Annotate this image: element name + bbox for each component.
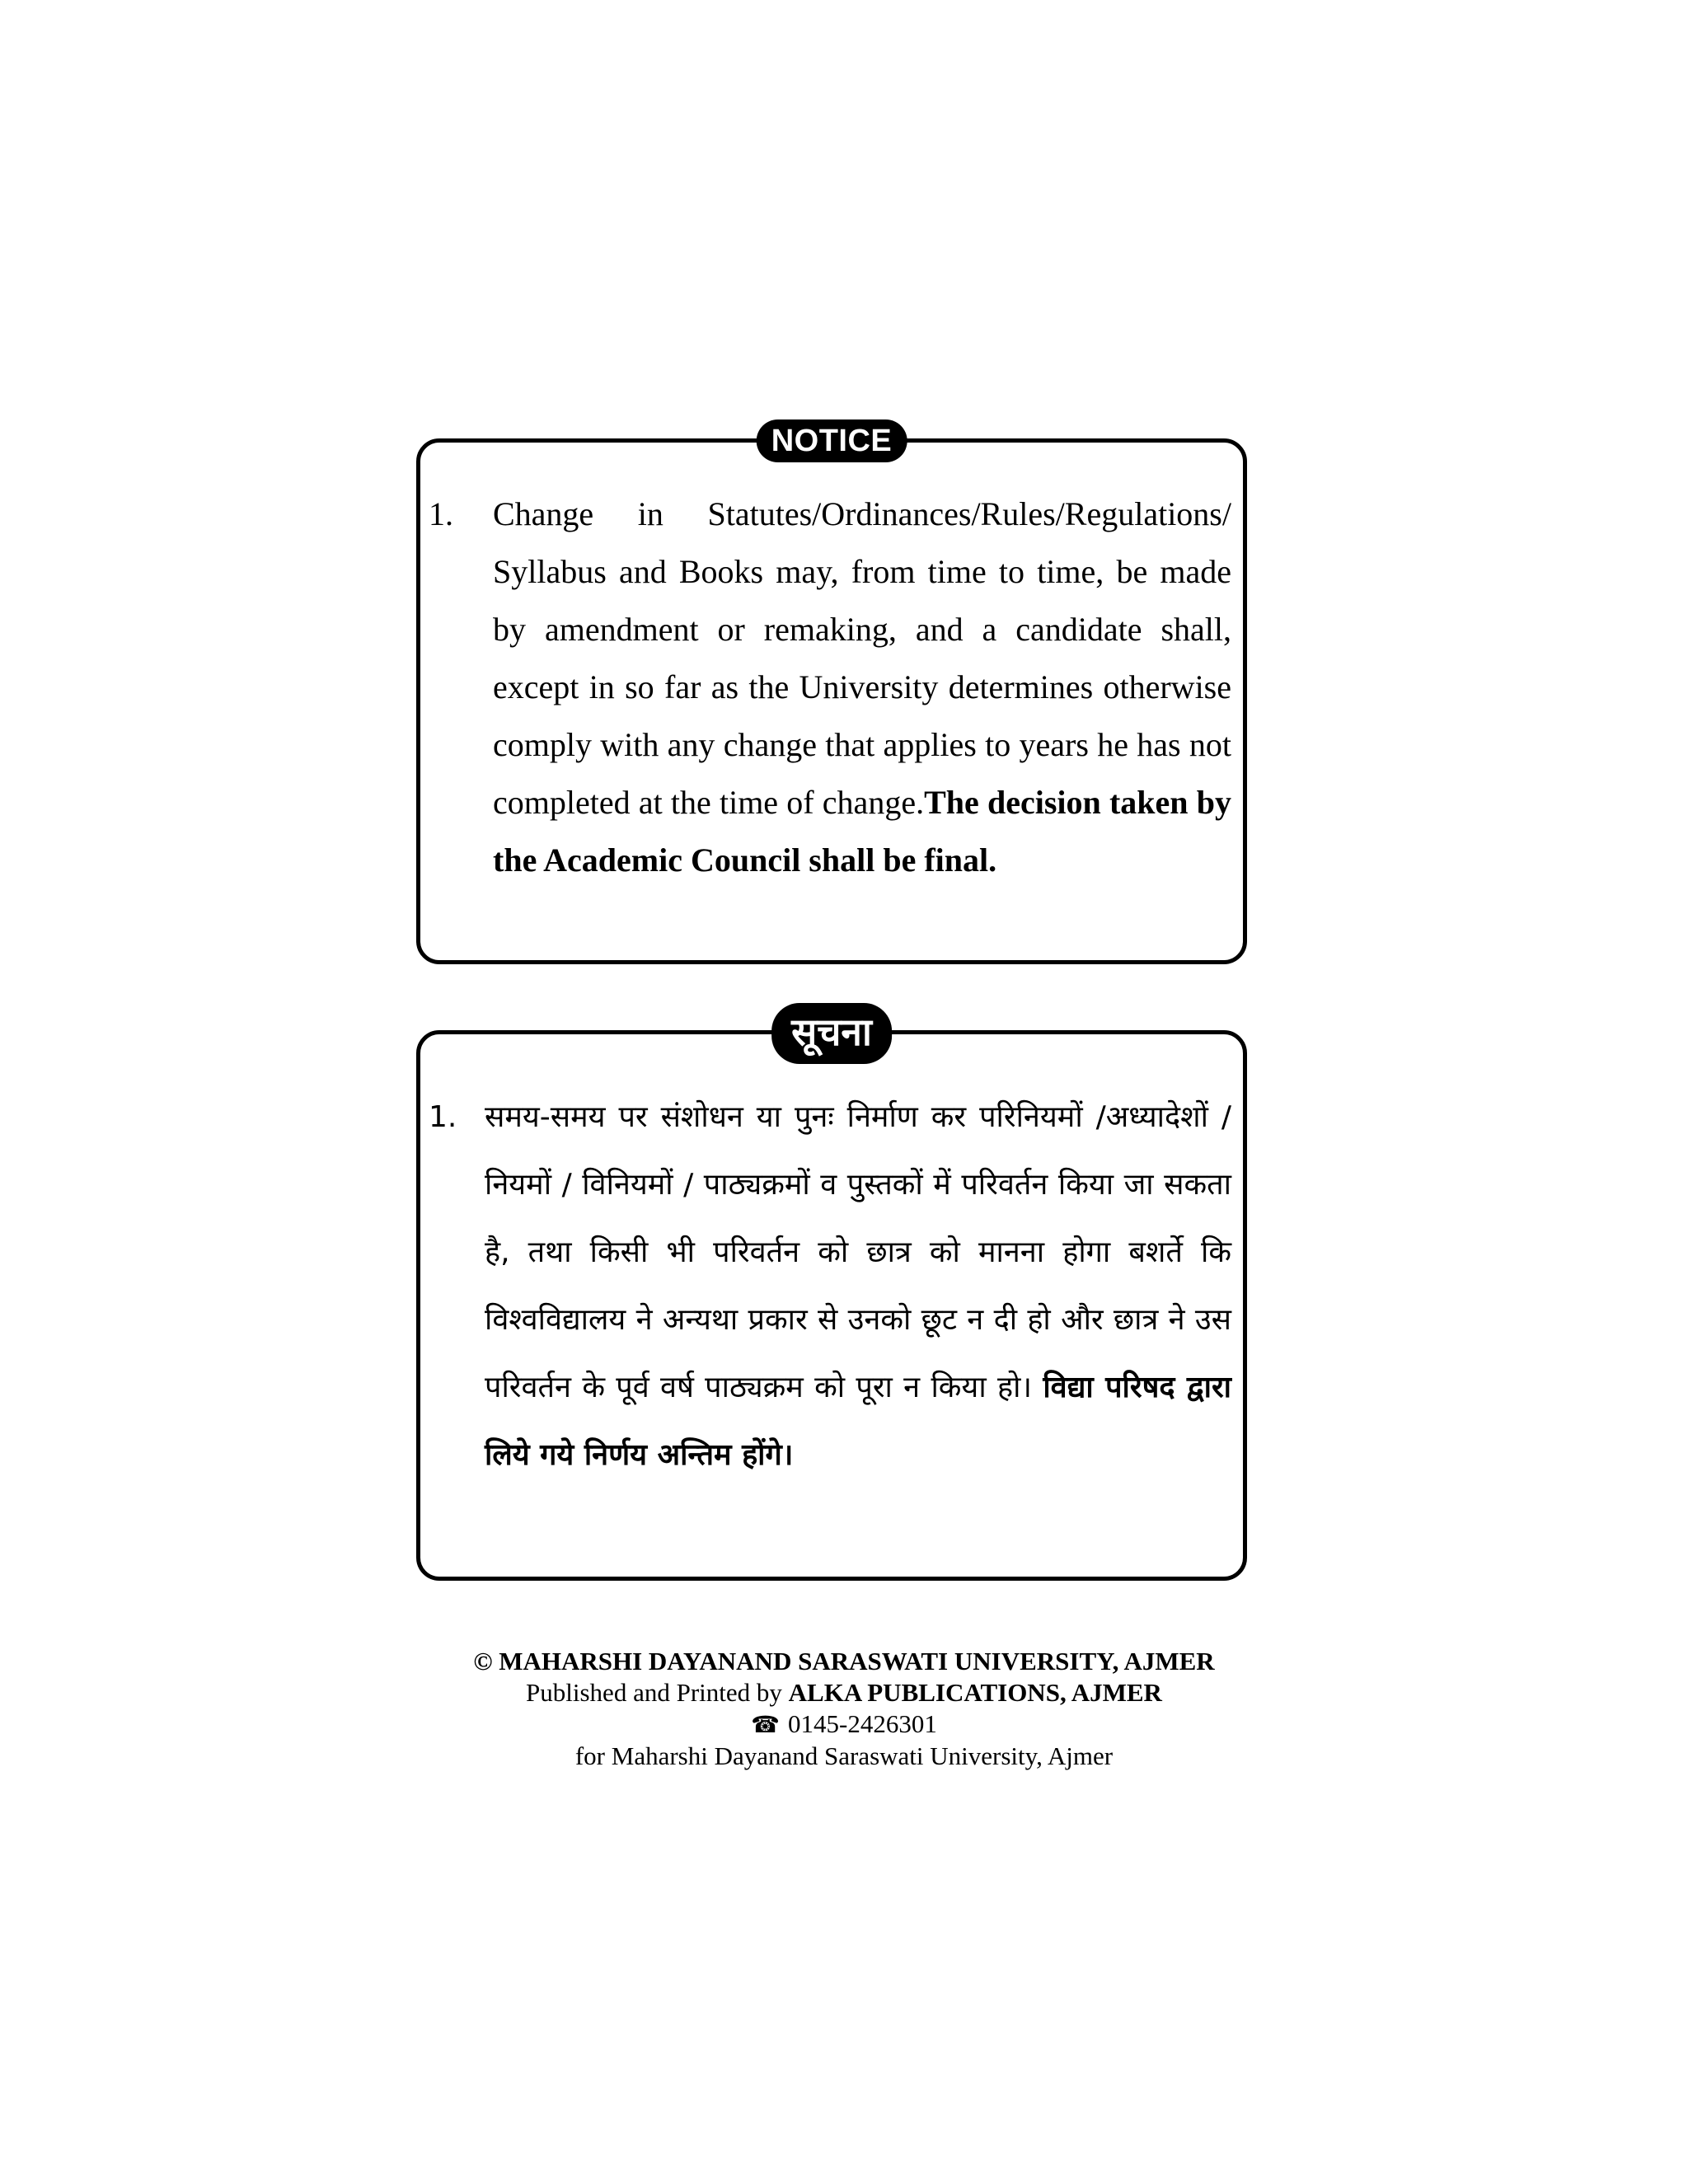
telephone-icon: ☎ [751, 1711, 781, 1738]
notice-bold-text: The decision taken by the Academic Council shall be final. [493, 784, 1231, 879]
notice-box-english [416, 424, 1247, 964]
suchna-item [429, 1084, 1231, 1489]
suchna-bold-text: विद्या परिषद द्वारा लिये गये निर्णय अन्तिम होंगे। [485, 1371, 1231, 1472]
copyright-line: © MAHARSHI DAYANAND SARASWATI UNIVERSITY, AJMER [473, 1647, 1215, 1675]
notice-box-hindi [416, 1010, 1247, 1581]
notice-paragraph [493, 485, 1231, 889]
item-number: 1. [429, 495, 453, 532]
item-number: 1. [429, 1100, 457, 1134]
suchna-text: समय-समय पर संशोधन या पुनः निर्माण कर परिनियमों /अध्यादेशों / नियमों / विनियमों / पाठ्यक्रमों व पुस्तकों में परिवर्तन किया जा सकता है, तथा किसी भी परिवर्तन को छात्र को मानना होगा बशर्ते कि विश्वविद्यालय ने अन्यथा प्रकार से उनको छूट न दी हो और छात्र ने उस परिवर्तन के पूर्व वर्ष पाठ्यक्रम को पूरा न किया हो। [485, 1100, 1231, 1404]
notice-badge: NOTICE [757, 419, 907, 462]
notice-item [429, 485, 1231, 889]
publisher-line [0, 1677, 1688, 1708]
for-university-line: for Maharshi Dayanand Saraswati University, Ajmer [574, 1741, 1114, 1770]
phone-line [0, 1708, 1688, 1741]
publisher-prefix: Published and Printed by [526, 1678, 782, 1707]
publication-footer [0, 1646, 1688, 1772]
suchna-badge: सूचना [771, 1003, 892, 1064]
suchna-paragraph [485, 1084, 1231, 1489]
phone-number: 0145-2426301 [788, 1709, 937, 1738]
notice-text: Change in Statutes/Ordinances/Rules/Regulations/ Syllabus and Books may, from time to time, be made by amendment or remaking, and a candidate shall, except in so far as the University determines otherwise comply with any change that applies to years he has not completed at the time of change. [493, 495, 1231, 821]
publisher-name: ALKA PUBLICATIONS, AJMER [788, 1678, 1162, 1707]
